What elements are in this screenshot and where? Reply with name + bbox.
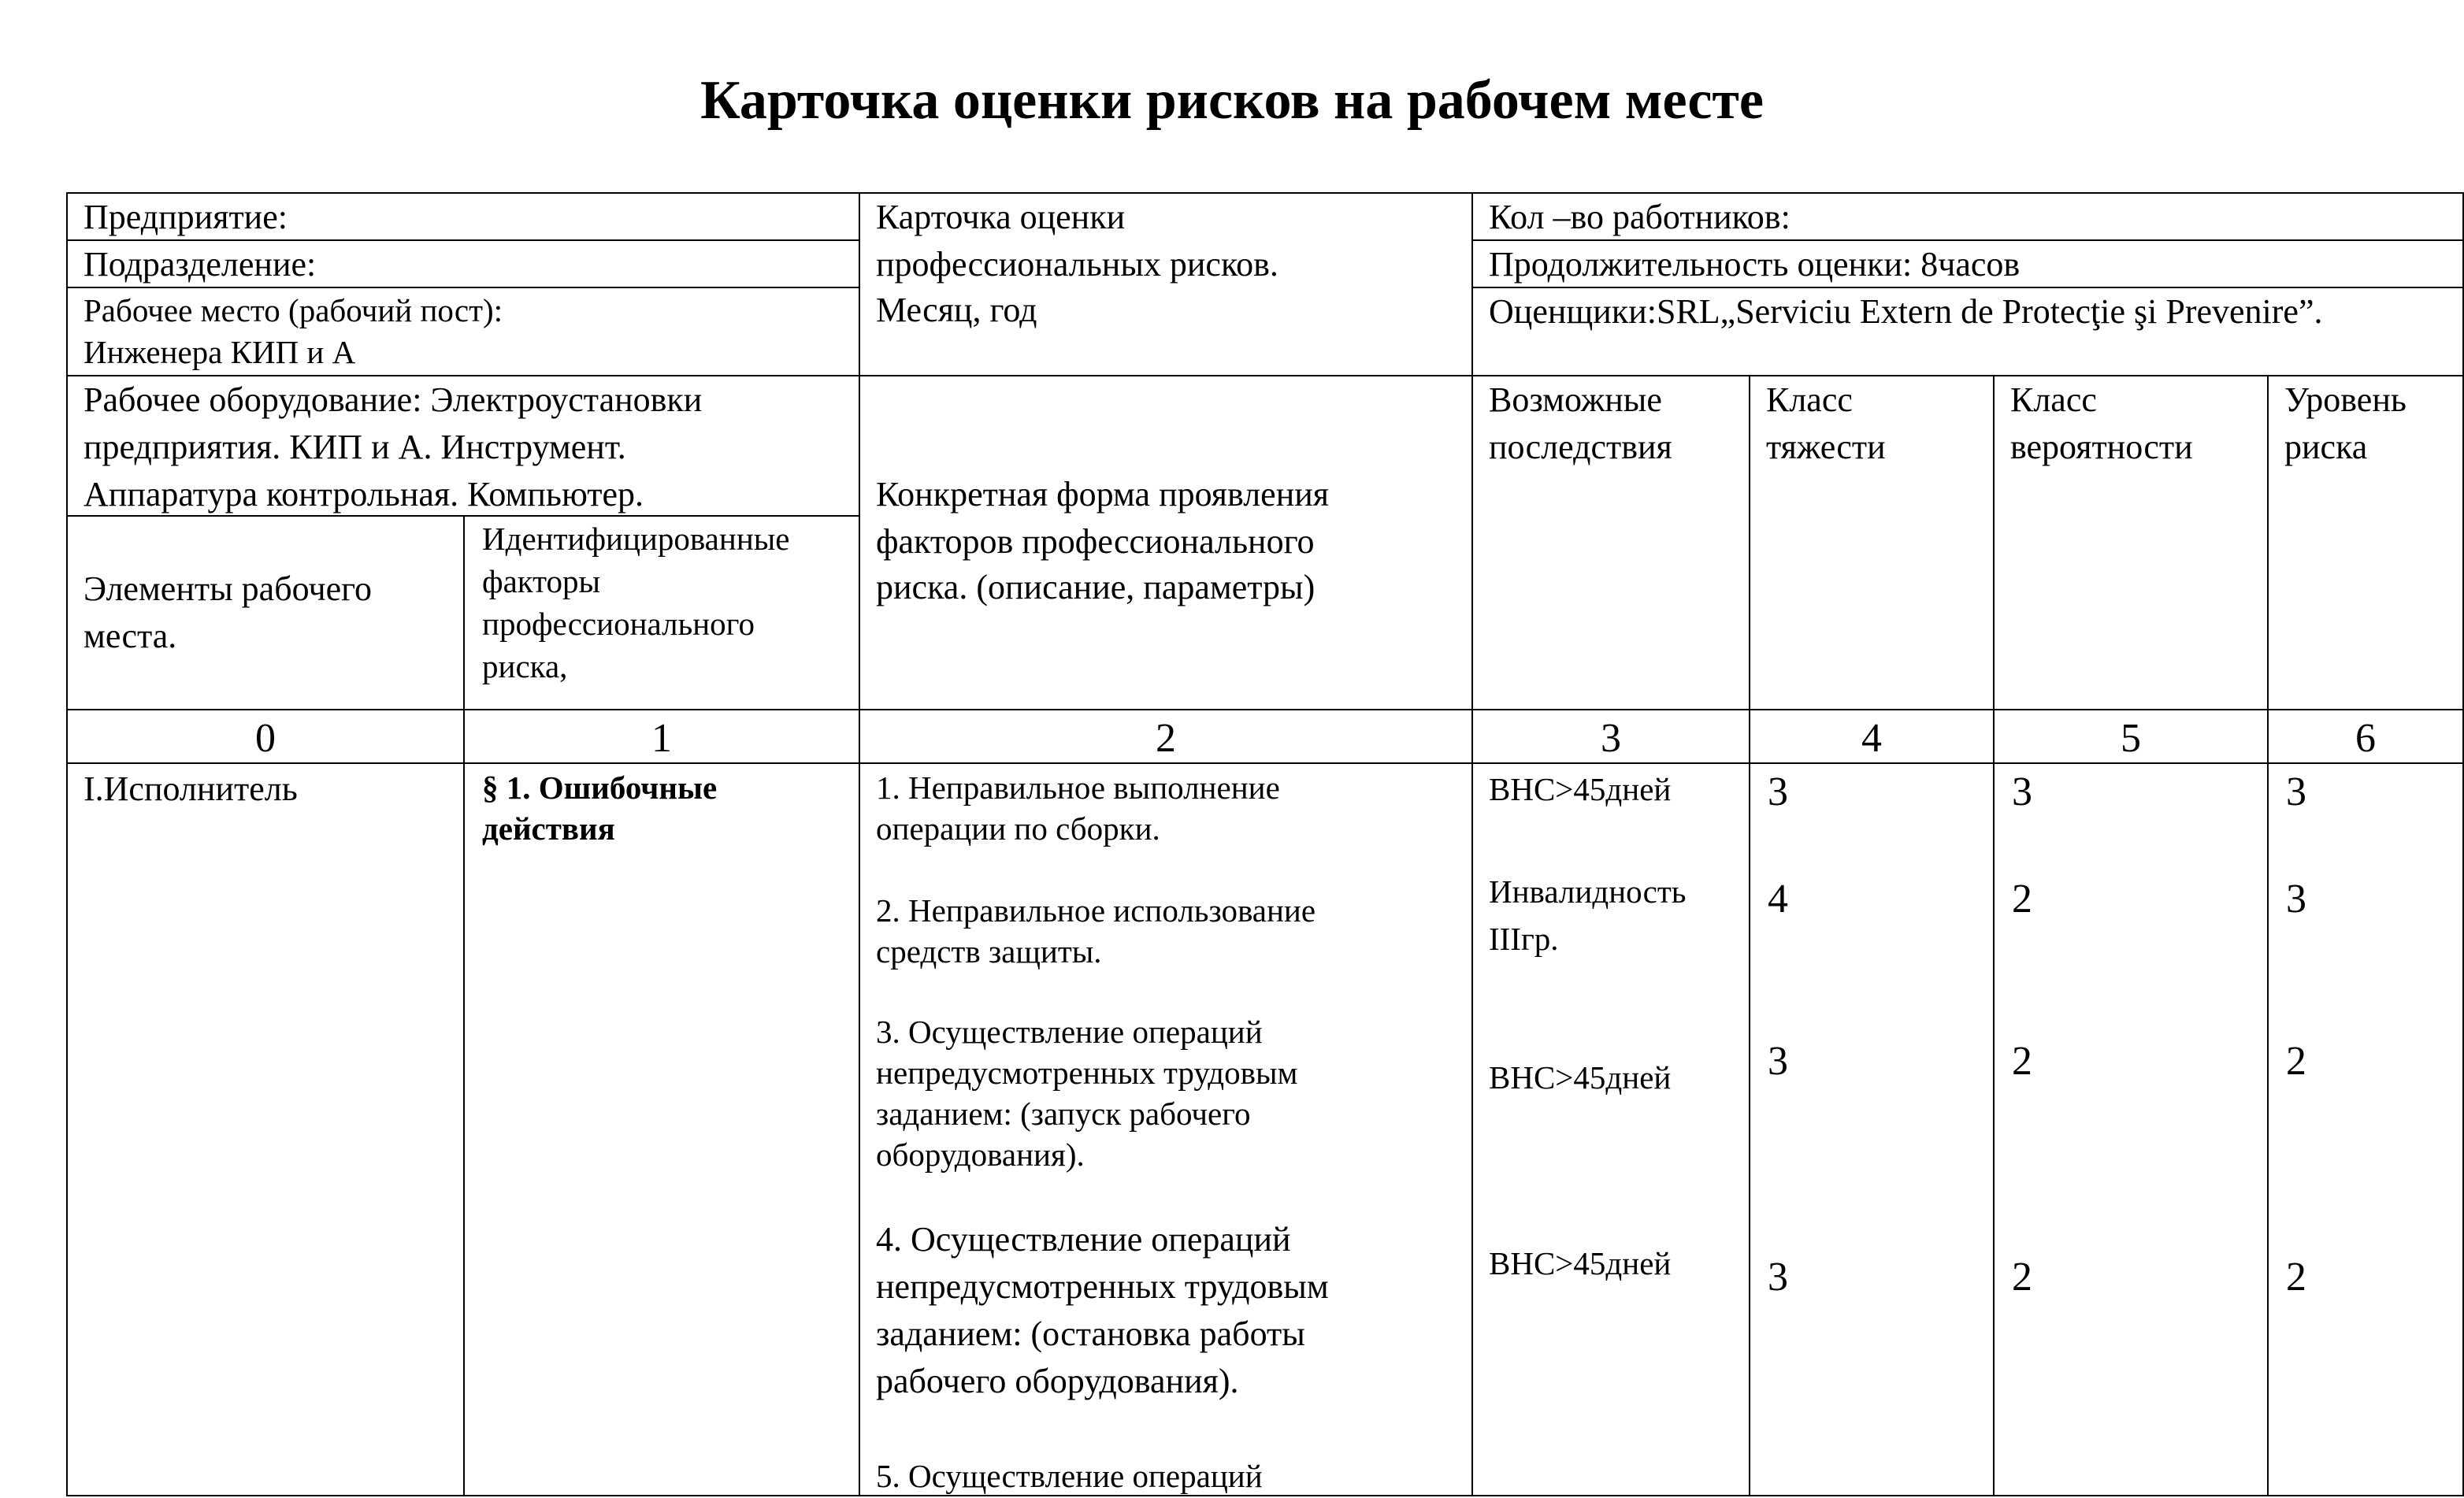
risk-description: рабочего оборудования).: [876, 1362, 1239, 1400]
workplace-label: Рабочее место (рабочий пост):: [83, 292, 503, 328]
card-title-line: профессиональных рисков.: [876, 245, 1278, 284]
card-period: Месяц, год: [876, 291, 1037, 329]
factors-header: профессионального: [482, 606, 755, 642]
consequence: ВНС>45дней: [1489, 771, 1672, 807]
risk-level: 3: [2286, 877, 2306, 921]
column-number: 0: [255, 716, 276, 761]
risk-description: заданием: (запуск рабочего: [876, 1096, 1251, 1132]
grid-line: [2267, 375, 2269, 1496]
elements-header: Элементы рабочего: [83, 569, 373, 608]
risk-description: оборудования).: [876, 1136, 1085, 1173]
consequences-header: Возможные: [1489, 380, 1662, 419]
column-number: 5: [2121, 716, 2141, 761]
risk-description: непредусмотренных трудовым: [876, 1267, 1329, 1306]
severity-header: Класс: [1766, 380, 1853, 419]
probability-class: 2: [2012, 1255, 2032, 1300]
enterprise-label: Предприятие:: [83, 198, 288, 236]
consequence: Инвалидность: [1489, 873, 1687, 910]
severity-class: 4: [1768, 877, 1788, 921]
grid-line: [66, 192, 68, 1496]
probability-header: вероятности: [2010, 428, 2193, 466]
risk-description: непредусмотренных трудовым: [876, 1055, 1298, 1091]
division-label: Подразделение:: [83, 245, 317, 284]
card-title-line: Карточка оценки: [876, 198, 1126, 236]
risk-description: 4. Осуществление операций: [876, 1220, 1291, 1259]
risk-description: операции по сборки.: [876, 810, 1160, 847]
form-header: Конкретная форма проявления: [876, 475, 1330, 514]
risk-factor-title: § 1. Ошибочные: [482, 769, 718, 806]
equipment-line: Аппаратура контрольная. Компьютер.: [83, 475, 644, 514]
elements-header: места.: [83, 617, 177, 655]
column-number: 4: [1861, 716, 1882, 761]
probability-class: 3: [2012, 769, 2032, 814]
grid-line: [1471, 192, 1473, 1496]
risk-header: Уровень: [2284, 380, 2406, 419]
risk-description: 2. Неправильное использование: [876, 892, 1316, 929]
grid-line: [66, 192, 2464, 194]
form-header: риска. (описание, параметры): [876, 568, 1315, 606]
grid-line: [66, 709, 2464, 710]
workplace-value: Инженера КИП и А: [83, 334, 356, 370]
risk-description: 1. Неправильное выполнение: [876, 769, 1280, 806]
severity-class: 3: [1768, 1039, 1788, 1084]
grid-line: [66, 762, 2464, 764]
assessment-duration: Продолжительность оценки: 8часов: [1489, 245, 2021, 284]
document-title: Карточка оценки рисков на рабочем месте: [700, 70, 1764, 131]
factors-header: риска,: [482, 648, 568, 684]
workers-count-label: Кол –во работников:: [1489, 198, 1790, 236]
severity-class: 3: [1768, 769, 1788, 814]
grid-line: [1749, 375, 1750, 1496]
equipment-line: Рабочее оборудование: Электроустановки: [83, 380, 703, 419]
equipment-line: предприятия. КИП и А. Инструмент.: [83, 428, 626, 466]
assessors: Оценщики:SRL„Serviciu Extern de Protecţie şi Prevenire”.: [1489, 292, 2323, 331]
risk-header: риска: [2284, 428, 2368, 466]
probability-class: 2: [2012, 1039, 2032, 1084]
factors-header: факторы: [482, 563, 601, 599]
probability-header: Класс: [2010, 380, 2097, 419]
risk-level: 2: [2286, 1255, 2306, 1300]
grid-line: [463, 515, 465, 1496]
risk-description: средств защиты.: [876, 933, 1102, 970]
column-number: 3: [1601, 716, 1621, 761]
column-number: 6: [2355, 716, 2376, 761]
risk-description: заданием: (остановка работы: [876, 1314, 1305, 1353]
form-header: факторов профессионального: [876, 522, 1315, 561]
column-number: 2: [1156, 716, 1176, 761]
risk-level: 2: [2286, 1039, 2306, 1084]
risk-description: 5. Осуществление операций: [876, 1458, 1263, 1494]
risk-factor-title: действия: [482, 810, 615, 847]
consequence: ВНС>45дней: [1489, 1059, 1672, 1096]
consequence: ВНС>45дней: [1489, 1245, 1672, 1281]
consequence: IIIгр.: [1489, 921, 1559, 957]
grid-line: [1993, 375, 1995, 1496]
risk-level: 3: [2286, 769, 2306, 814]
severity-class: 3: [1768, 1255, 1788, 1300]
factors-header: Идентифицированные: [482, 521, 790, 557]
consequences-header: последствия: [1489, 428, 1672, 466]
probability-class: 2: [2012, 877, 2032, 921]
workplace-element: I.Исполнитель: [83, 769, 298, 808]
grid-line: [859, 192, 860, 1496]
grid-line: [66, 1495, 2464, 1496]
risk-description: 3. Осуществление операций: [876, 1014, 1263, 1050]
severity-header: тяжести: [1766, 428, 1886, 466]
column-number: 1: [651, 716, 672, 761]
